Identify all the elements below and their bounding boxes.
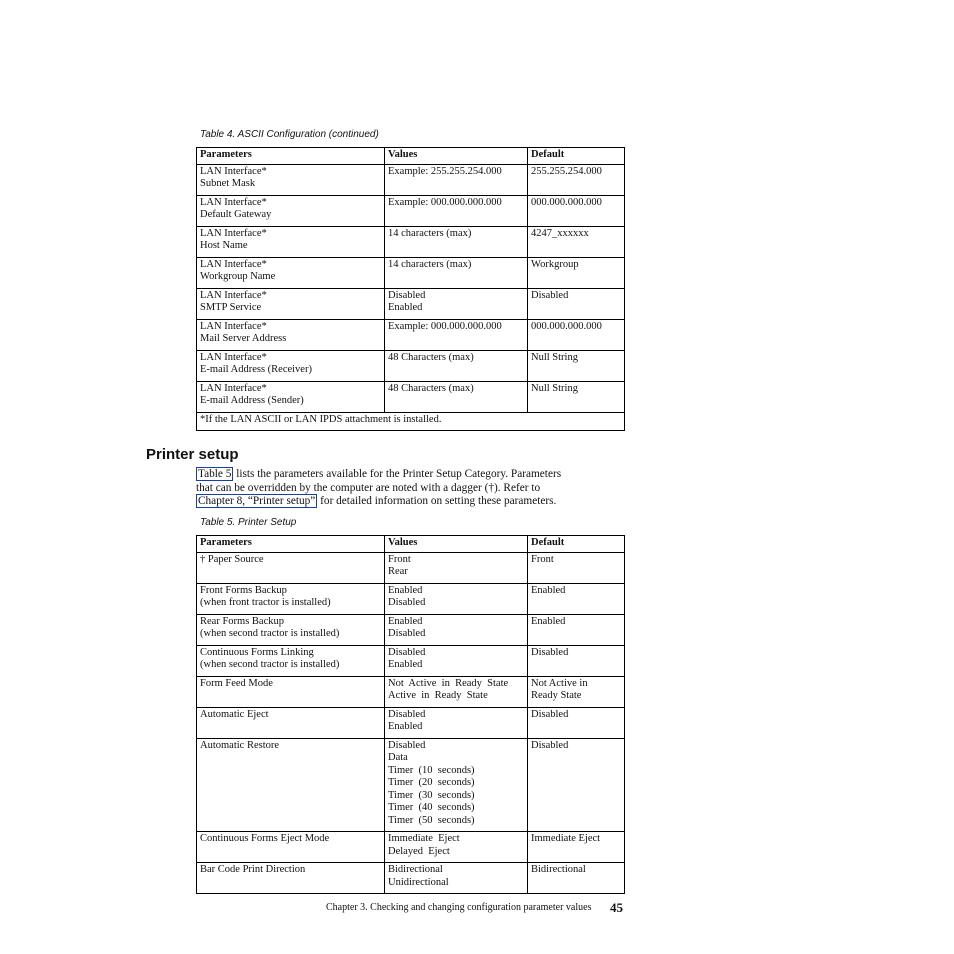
cell-line: Automatic Restore bbox=[200, 739, 280, 751]
cell-line: 14 characters (max) bbox=[388, 227, 472, 239]
parameter-cell bbox=[197, 552, 385, 583]
parameter-cell bbox=[197, 350, 385, 381]
cell-line: 48 Characters (max) bbox=[388, 351, 474, 363]
cell-line: Ready State bbox=[531, 690, 582, 701]
values-cell bbox=[385, 195, 528, 226]
cell-line: Enabled bbox=[388, 659, 423, 670]
cell-line: 4247_xxxxxx bbox=[531, 227, 589, 239]
cell-line: Disabled bbox=[388, 739, 426, 751]
default-cell bbox=[528, 381, 625, 412]
parameter-cell bbox=[197, 614, 385, 645]
default-cell bbox=[528, 195, 625, 226]
cell-line: Disabled bbox=[388, 597, 426, 608]
paragraph-text: for detailed information on setting these parameters. bbox=[317, 495, 557, 507]
cell-line: Not Active in Ready State bbox=[388, 677, 509, 689]
values-cell bbox=[385, 164, 528, 195]
default-cell bbox=[528, 257, 625, 288]
cell-line: 000.000.000.000 bbox=[531, 196, 602, 208]
cell-line: Example: 255.255.254.000 bbox=[388, 165, 502, 177]
cell-line: Enabled bbox=[531, 584, 566, 596]
cell-line: Disabled bbox=[388, 628, 426, 639]
paragraph-text: that can be overridden by the computer are noted with a dagger (†). Refer to bbox=[196, 481, 541, 494]
table-row bbox=[197, 226, 625, 257]
cell-line: Enabled bbox=[388, 302, 423, 313]
page-number: 45 bbox=[610, 900, 623, 915]
values-cell bbox=[385, 676, 528, 707]
default-cell bbox=[528, 350, 625, 381]
values-cell bbox=[385, 552, 528, 583]
cell-line: Delayed Eject bbox=[388, 845, 450, 857]
cell-line: Rear bbox=[388, 566, 408, 577]
cell-line: Mail Server Address bbox=[200, 333, 287, 344]
cell-line: (when second tractor is installed) bbox=[200, 659, 340, 670]
cell-line: Null String bbox=[531, 351, 578, 363]
table-row bbox=[197, 583, 625, 614]
table-row bbox=[197, 195, 625, 226]
cell-line: Disabled bbox=[531, 708, 569, 720]
values-cell bbox=[385, 319, 528, 350]
cell-line: 255.255.254.000 bbox=[531, 165, 602, 177]
cell-line: Continuous Forms Eject Mode bbox=[200, 833, 330, 844]
table-row bbox=[197, 676, 625, 707]
cell-line: Continuous Forms Linking bbox=[200, 646, 314, 658]
values-cell bbox=[385, 226, 528, 257]
default-cell bbox=[528, 319, 625, 350]
cell-line: Example: 000.000.000.000 bbox=[388, 320, 502, 332]
table-row bbox=[197, 257, 625, 288]
page-footer: Chapter 3. Checking and changing configuration parameter values bbox=[326, 902, 592, 913]
table-row bbox=[197, 832, 625, 863]
table-header-row bbox=[197, 536, 625, 553]
cell-line: Enabled bbox=[388, 584, 423, 596]
cell-line: LAN Interface* bbox=[200, 351, 267, 363]
section-heading: Printer setup bbox=[146, 446, 239, 463]
cell-line: E-mail Address (Receiver) bbox=[200, 364, 312, 375]
cell-line: Timer (40 seconds) bbox=[388, 802, 475, 813]
cell-line: Workgroup Name bbox=[200, 271, 276, 282]
cell-line: E-mail Address (Sender) bbox=[200, 395, 304, 406]
column-header-default: Default bbox=[528, 148, 625, 165]
cell-line: LAN Interface* bbox=[200, 382, 267, 394]
table5-link[interactable]: Table 5 bbox=[198, 468, 232, 480]
cell-line: LAN Interface* bbox=[200, 289, 267, 301]
cell-line: Enabled bbox=[388, 615, 423, 627]
chapter8-link[interactable]: Chapter 8, “Printer setup” bbox=[198, 495, 316, 507]
cell-line: Disabled bbox=[531, 289, 569, 301]
values-cell bbox=[385, 350, 528, 381]
cell-line: LAN Interface* bbox=[200, 320, 267, 332]
cell-line: (when second tractor is installed) bbox=[200, 628, 340, 639]
cell-line: Host Name bbox=[200, 240, 248, 251]
table-row bbox=[197, 319, 625, 350]
cell-line: Subnet Mask bbox=[200, 178, 256, 189]
parameter-cell bbox=[197, 676, 385, 707]
cell-line: Disabled bbox=[388, 708, 426, 720]
table-row bbox=[197, 288, 625, 319]
ascii-config-table bbox=[196, 147, 625, 431]
cell-line: Disabled bbox=[388, 289, 426, 301]
cell-line: (when front tractor is installed) bbox=[200, 597, 331, 608]
cell-line: Default Gateway bbox=[200, 209, 272, 220]
table-row bbox=[197, 738, 625, 832]
values-cell bbox=[385, 257, 528, 288]
default-cell bbox=[528, 645, 625, 676]
cell-line: LAN Interface* bbox=[200, 165, 267, 177]
parameter-cell bbox=[197, 832, 385, 863]
table-row bbox=[197, 707, 625, 738]
cell-line: Automatic Eject bbox=[200, 708, 269, 720]
values-cell bbox=[385, 583, 528, 614]
values-cell bbox=[385, 832, 528, 863]
column-header-parameters: Parameters bbox=[197, 536, 385, 553]
values-cell bbox=[385, 707, 528, 738]
default-cell bbox=[528, 226, 625, 257]
cell-line: Timer (20 seconds) bbox=[388, 777, 475, 788]
default-cell bbox=[528, 552, 625, 583]
column-header-parameters: Parameters bbox=[197, 148, 385, 165]
parameter-cell bbox=[197, 645, 385, 676]
table4-caption: Table 4. ASCII Configuration (continued) bbox=[200, 129, 379, 140]
cell-line: Timer (10 seconds) bbox=[388, 764, 475, 776]
column-header-values: Values bbox=[385, 536, 528, 553]
cell-line: Workgroup bbox=[531, 258, 579, 270]
cell-line: Data bbox=[388, 752, 408, 763]
cell-line: Enabled bbox=[531, 615, 566, 627]
cell-line: Bar Code Print Direction bbox=[200, 864, 306, 875]
default-cell bbox=[528, 676, 625, 707]
cell-line: 000.000.000.000 bbox=[531, 320, 602, 332]
column-header-values: Values bbox=[385, 148, 528, 165]
cell-line: Front bbox=[531, 553, 554, 565]
cell-line: LAN Interface* bbox=[200, 196, 267, 208]
default-cell bbox=[528, 164, 625, 195]
cell-line: Front bbox=[388, 553, 411, 565]
table-footnote: *If the LAN ASCII or LAN IPDS attachment is installed. bbox=[197, 412, 625, 431]
cell-line: Disabled bbox=[531, 739, 569, 751]
table-row bbox=[197, 164, 625, 195]
cell-line: 14 characters (max) bbox=[388, 258, 472, 270]
table-row bbox=[197, 614, 625, 645]
cell-line: Front Forms Backup bbox=[200, 584, 287, 596]
section-paragraph bbox=[196, 468, 616, 509]
parameter-cell bbox=[197, 195, 385, 226]
printer-setup-table bbox=[196, 535, 625, 894]
parameter-cell bbox=[197, 319, 385, 350]
table-row bbox=[197, 863, 625, 894]
cell-line: Immediate Eject bbox=[388, 833, 460, 844]
cell-line: Example: 000.000.000.000 bbox=[388, 196, 502, 208]
cell-line: Timer (30 seconds) bbox=[388, 789, 475, 801]
column-header-default: Default bbox=[528, 536, 625, 553]
parameter-cell bbox=[197, 707, 385, 738]
cell-line: Not Active in bbox=[531, 677, 588, 689]
cell-line: 48 Characters (max) bbox=[388, 382, 474, 394]
cell-line: Disabled bbox=[531, 646, 569, 658]
values-cell bbox=[385, 381, 528, 412]
table5-caption: Table 5. Printer Setup bbox=[200, 517, 297, 528]
values-cell bbox=[385, 738, 528, 832]
cell-line: LAN Interface* bbox=[200, 258, 267, 270]
values-cell bbox=[385, 863, 528, 894]
cell-line: Active in Ready State bbox=[388, 690, 488, 701]
table-footnote-row bbox=[197, 412, 625, 431]
cell-line: Disabled bbox=[388, 646, 426, 658]
cell-line: Timer (50 seconds) bbox=[388, 814, 475, 826]
cell-line: † Paper Source bbox=[200, 553, 264, 565]
cell-line: Bidirectional bbox=[388, 864, 443, 875]
parameter-cell bbox=[197, 738, 385, 832]
cell-line: Form Feed Mode bbox=[200, 677, 273, 689]
values-cell bbox=[385, 614, 528, 645]
parameter-cell bbox=[197, 164, 385, 195]
table-row bbox=[197, 552, 625, 583]
parameter-cell bbox=[197, 583, 385, 614]
default-cell bbox=[528, 288, 625, 319]
default-cell bbox=[528, 863, 625, 894]
cell-line: Rear Forms Backup bbox=[200, 615, 284, 627]
cell-line: Immediate Eject bbox=[531, 833, 601, 844]
cell-line: Enabled bbox=[388, 721, 423, 732]
table-row bbox=[197, 381, 625, 412]
cell-line: Bidirectional bbox=[531, 864, 586, 875]
default-cell bbox=[528, 738, 625, 832]
cell-line: LAN Interface* bbox=[200, 227, 267, 239]
table-header-row bbox=[197, 148, 625, 165]
values-cell bbox=[385, 288, 528, 319]
default-cell bbox=[528, 614, 625, 645]
cell-line: Null String bbox=[531, 382, 578, 394]
values-cell bbox=[385, 645, 528, 676]
table-row bbox=[197, 350, 625, 381]
parameter-cell bbox=[197, 257, 385, 288]
table-row bbox=[197, 645, 625, 676]
parameter-cell bbox=[197, 381, 385, 412]
parameter-cell bbox=[197, 226, 385, 257]
default-cell bbox=[528, 832, 625, 863]
parameter-cell bbox=[197, 288, 385, 319]
default-cell bbox=[528, 707, 625, 738]
default-cell bbox=[528, 583, 625, 614]
cell-line: SMTP Service bbox=[200, 302, 262, 313]
cell-line: Unidirectional bbox=[388, 876, 449, 888]
paragraph-text: lists the parameters available for the Printer Setup Category. Parameters bbox=[233, 468, 562, 480]
parameter-cell bbox=[197, 863, 385, 894]
